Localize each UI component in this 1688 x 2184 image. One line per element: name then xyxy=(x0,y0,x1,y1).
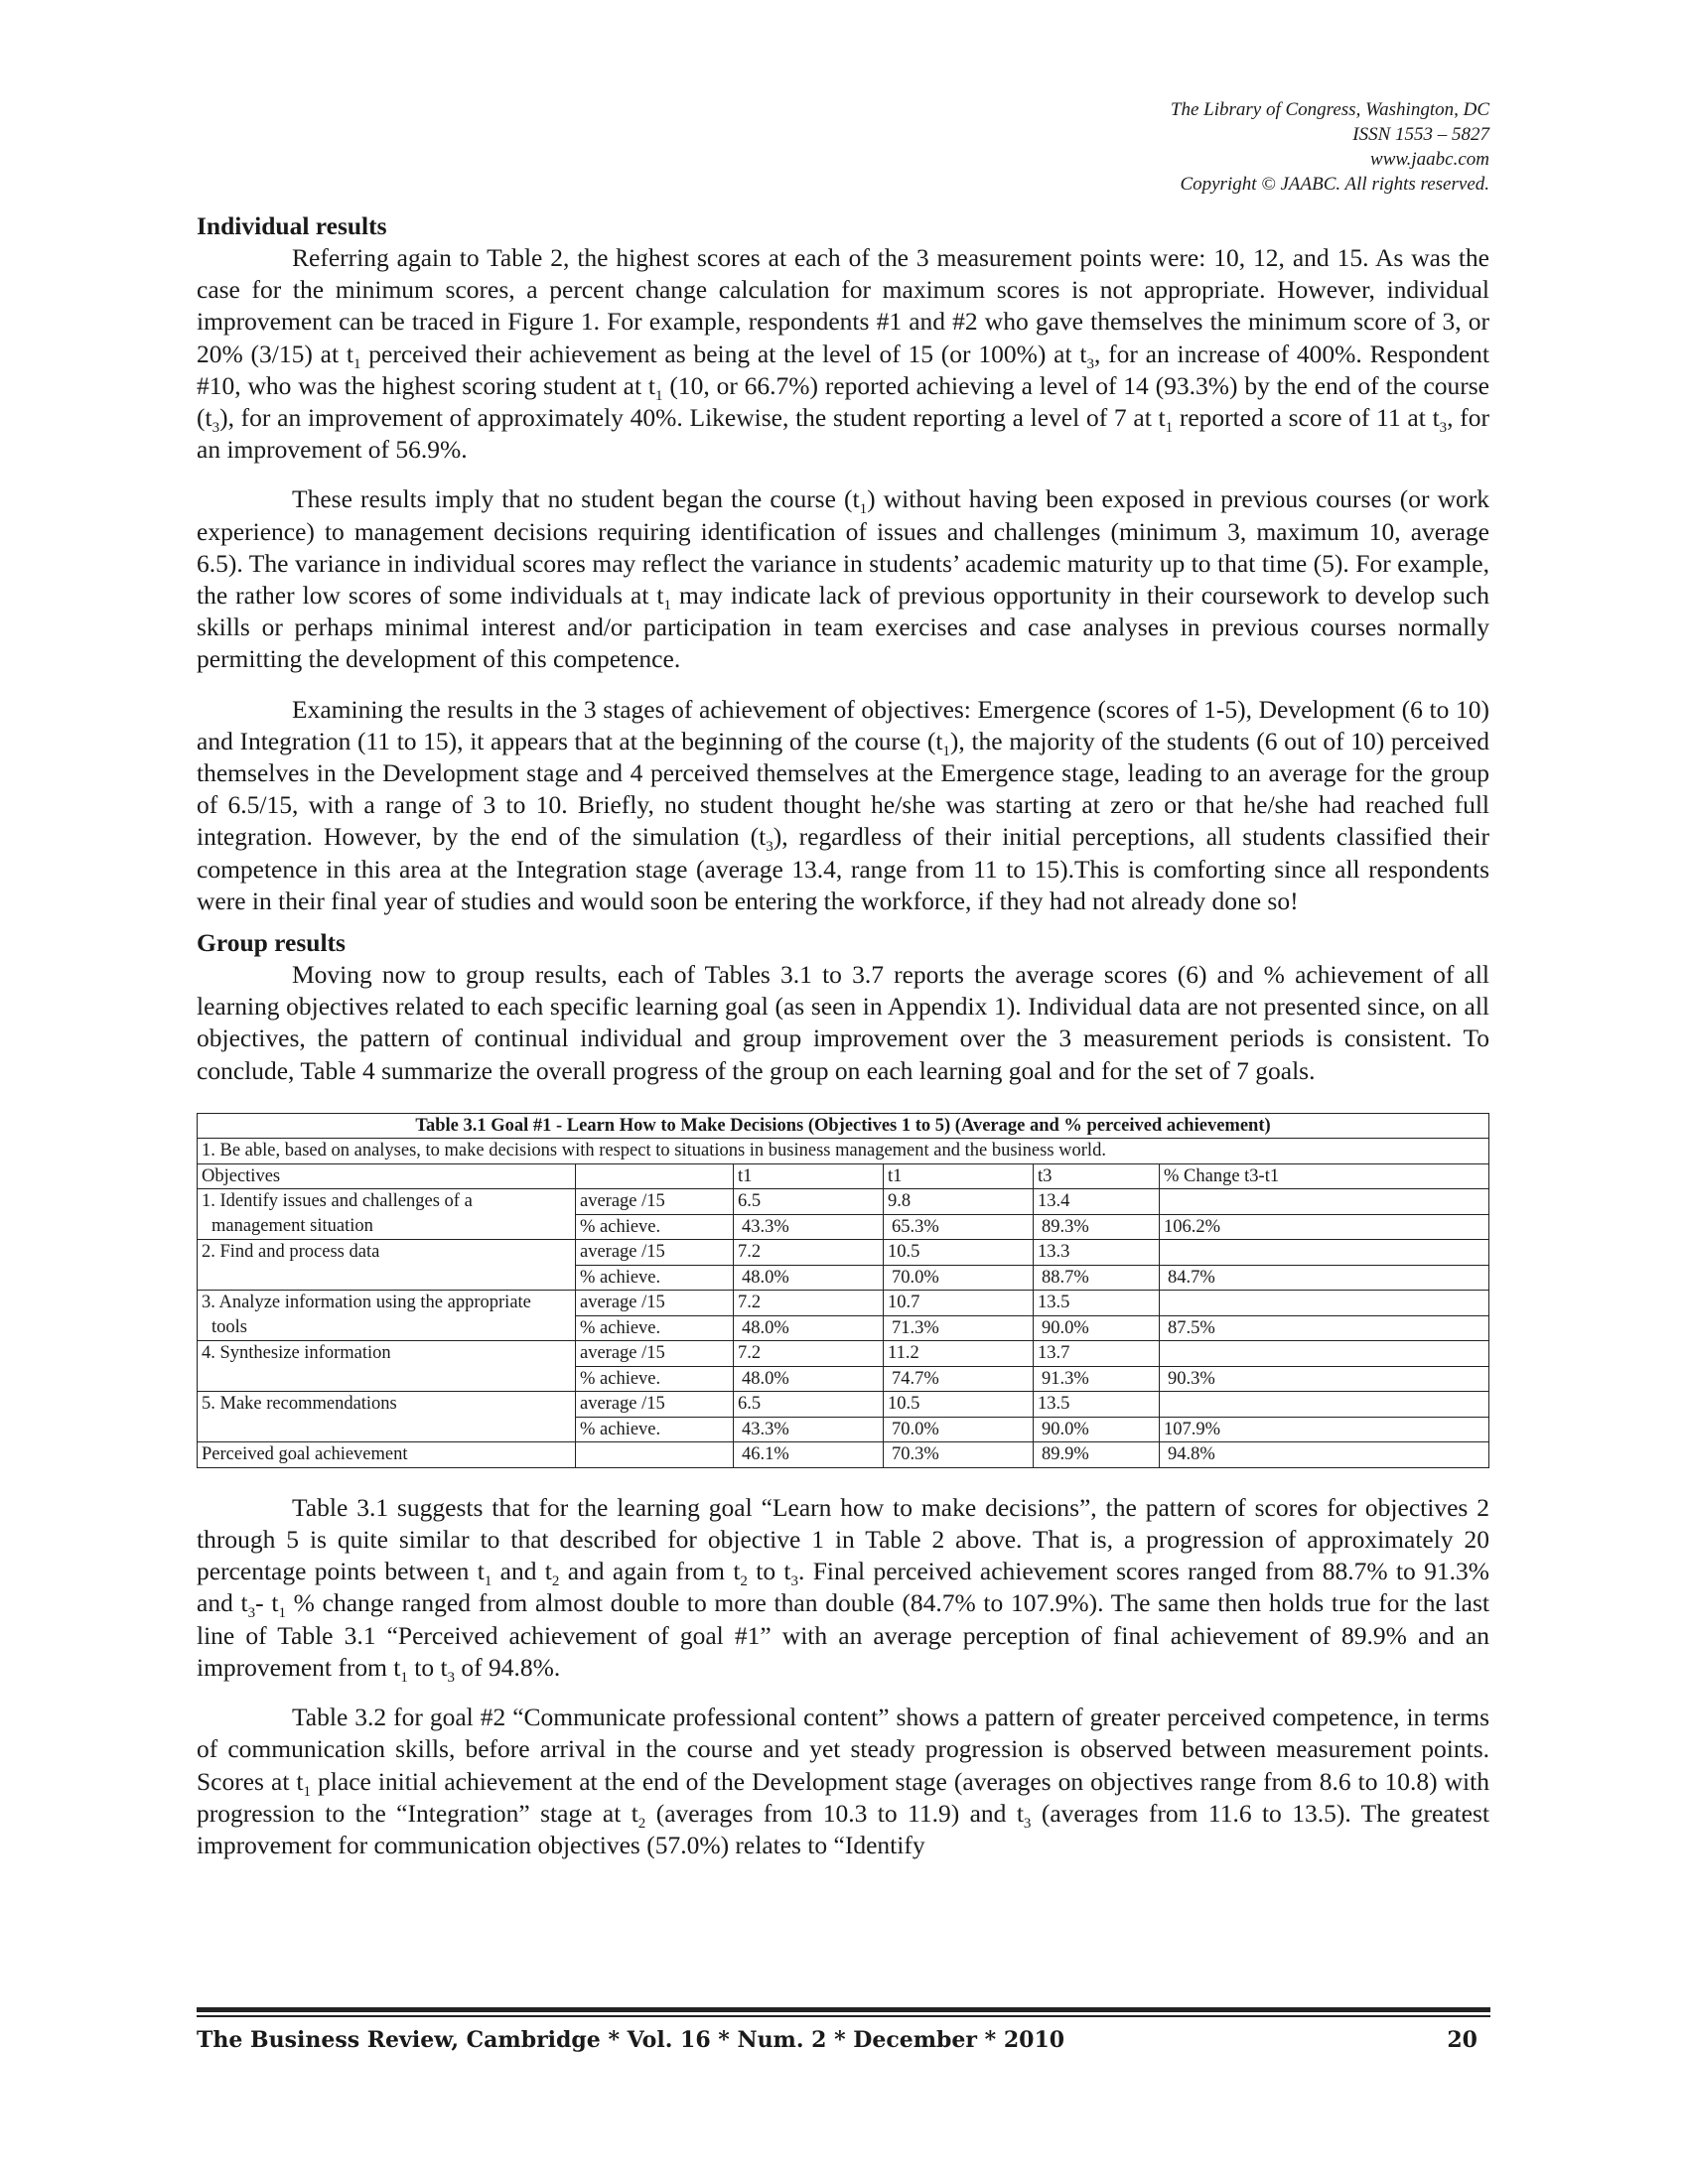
table-row: % achieve. 48.0% 74.7% 91.3% 90.3% xyxy=(198,1366,1489,1392)
column-header: t1 xyxy=(884,1163,1034,1189)
table-row: 4. Synthesize information average /15 7.2 11.2 13.7 xyxy=(198,1341,1489,1367)
table-row: % achieve. 43.3% 70.0% 90.0% 107.9% xyxy=(198,1417,1489,1442)
footer-citation: The Business Review, Cambridge * Vol. 16 * Num. 2 * December * 2010 xyxy=(197,2027,1065,2053)
column-header xyxy=(576,1163,734,1189)
header-line: www.jaabc.com xyxy=(1370,149,1489,170)
column-header: % Change t3-t1 xyxy=(1160,1163,1489,1189)
table-subtitle: 1. Be able, based on analyses, to make decisions with respect to situations in business management and the business world. xyxy=(198,1139,1489,1164)
footer-rule xyxy=(197,2007,1490,2012)
column-header: t1 xyxy=(734,1163,884,1189)
journal-header xyxy=(1171,97,1489,197)
table-row: % achieve. 48.0% 70.0% 88.7% 84.7% xyxy=(198,1265,1489,1291)
header-line: ISSN 1553 – 5827 xyxy=(1352,124,1489,145)
column-header: t3 xyxy=(1034,1163,1160,1189)
table-title: Table 3.1 Goal #1 - Learn How to Make Decisions (Objectives 1 to 5) (Average and % perceived achievement) xyxy=(198,1113,1489,1139)
table-row: 1. Identify issues and challenges of a average /15 6.5 9.8 13.4 xyxy=(198,1189,1489,1215)
table-row: management situation % achieve. 43.3% 65.3% 89.3% 106.2% xyxy=(198,1214,1489,1240)
paragraph: Table 3.2 for goal #2 “Communicate professional content” shows a pattern of greater perceived competence, in terms of communication skills, before arrival in the course and yet steady progression is observed between measurement points. Scores at $t_1$ place initial achievement at the end of the Development stage (averages on objectives range from 8.6 to 10.8) with progression to the “Integration” stage at $t_2$ (averages from 10.3 to 11.9) and $t_3$ (averages from 11.6 to 13.5). The greatest improvement for communication objectives (57.0%) relates to “Identify xyxy=(197,1703,1489,1859)
paragraph: Examining the results in the 3 stages of achievement of objectives: Emergence (scores of 1-5), Development (6 to 10) and Integration (11 to 15), it appears that at the beginning of the course $(t_1)$, the majority of the students (6 out of 10) perceived themselves in the Development stage and 4 perceived themselves at the Emergence stage, leading to an average for the group of 6.5/15, with a range of 3 to 10. Briefly, no student thought he/she was starting at zero or that he/she had reached full integration. However, by the end of the simulation $(t_3)$, regardless of their initial perceptions, all students classified their competence in this area at the Integration stage (average 13.4, range from 11 to 15).This is comforting since all respondents were in their final year of studies and would soon be entering the workforce, if they had not already done so! xyxy=(197,694,1490,915)
paragraph: These results imply that no student began the course $(t_1)$ without having been exposed in previous courses (or work experience) to management decisions requiring identification of issues and challenges (minimum 3, maximum 10, average 6.5). The variance in individual scores may reflect the variance in students’ academic maturity up to that time (5). For example, the rather low scores of some individuals at $t_1$ may indicate lack of previous opportunity in their coursework to develop such skills or perhaps minimal interest and/or participation in team exercises and case analyses in previous courses normally permitting the development of this competence. xyxy=(197,484,1489,674)
header-line: Copyright © JAABC. All rights reserved. xyxy=(1180,174,1489,195)
table-row: 5. Make recommendations average /15 6.5 10.5 13.5 xyxy=(198,1392,1489,1418)
table-row: 3. Analyze information using the appropriate average /15 7.2 10.7 13.5 xyxy=(198,1291,1489,1316)
table-header-row xyxy=(198,1163,1489,1189)
column-header: Objectives xyxy=(198,1163,576,1189)
table-row: 2. Find and process data average /15 7.2 10.5 13.3 xyxy=(198,1240,1489,1266)
header-line: The Library of Congress, Washington, DC xyxy=(1170,99,1489,120)
main-content xyxy=(197,210,1489,1861)
paragraph: Moving now to group results, each of Tables 3.1 to 3.7 reports the average scores (6) and % achievement of all learning objectives related to each specific learning goal (as seen in Appendix 1). Individual data are not presented since, on all objectives, the pattern of continual individual and group improvement over the 3 measurement periods is consistent. To conclude, Table 4 summarize the overall progress of the group on each learning goal and for the set of 7 goals. xyxy=(197,960,1489,1085)
paragraph: Referring again to Table 2, the highest scores at each of the 3 measurement points were: 10, 12, and 15. As was the case for the minimum scores, a percent change calculation for maximum scores is not appropriate. However, individual improvement can be traced in Figure 1. For example, respondents #1 and #2 who gave themselves the minimum score of 3, or 20% (3/15) at $t_1$ perceived their achievement as being at the level of 15 (or 100%) at $t_3$, for an increase of 400%. Respondent #10, who was the highest scoring student at $t_1$ (10, or 66.7%) reported achieving a level of 14 (93.3%) by the end of the course $(t_3)$, for an improvement of approximately 40%. Likewise, the student reporting a level of 7 at $t_1$ reported a score of 11 at $t_3$, for an improvement of 56.9%. xyxy=(197,243,1490,465)
journal-footer xyxy=(197,2027,1477,2053)
paragraph: Table 3.1 suggests that for the learning goal “Learn how to make decisions”, the pattern of scores for objectives 2 through 5 is quite similar to that described for objective 1 in Table 2 above. That is, a progression of approximately 20 percentage points between $t_1$ and $t_2$ and again from $t_2$ to $t_3$. Final perceived achievement scores ranged from 88.7% to 91.3% and $t_3-$ $t_1$ % change ranged from almost double to more than double (84.7% to 107.9%). The same then holds true for the last line of Table 3.1 “Perceived achievement of goal #1” with an average perception of final achievement of 89.9% and an improvement from $t_1$ to $t_3$ of 94.8%. xyxy=(197,1492,1490,1686)
table-row: tools % achieve. 48.0% 71.3% 90.0% 87.5% xyxy=(198,1315,1489,1341)
table-row-total: Perceived goal achievement 46.1% 70.3% 89.9% 94.8% xyxy=(198,1442,1489,1468)
results-table xyxy=(197,1113,1489,1468)
footer-rule xyxy=(197,2015,1490,2017)
section-heading-individual: Individual results xyxy=(197,211,387,240)
section-heading-group: Group results xyxy=(197,928,346,958)
page-number: 20 xyxy=(1447,2027,1477,2053)
